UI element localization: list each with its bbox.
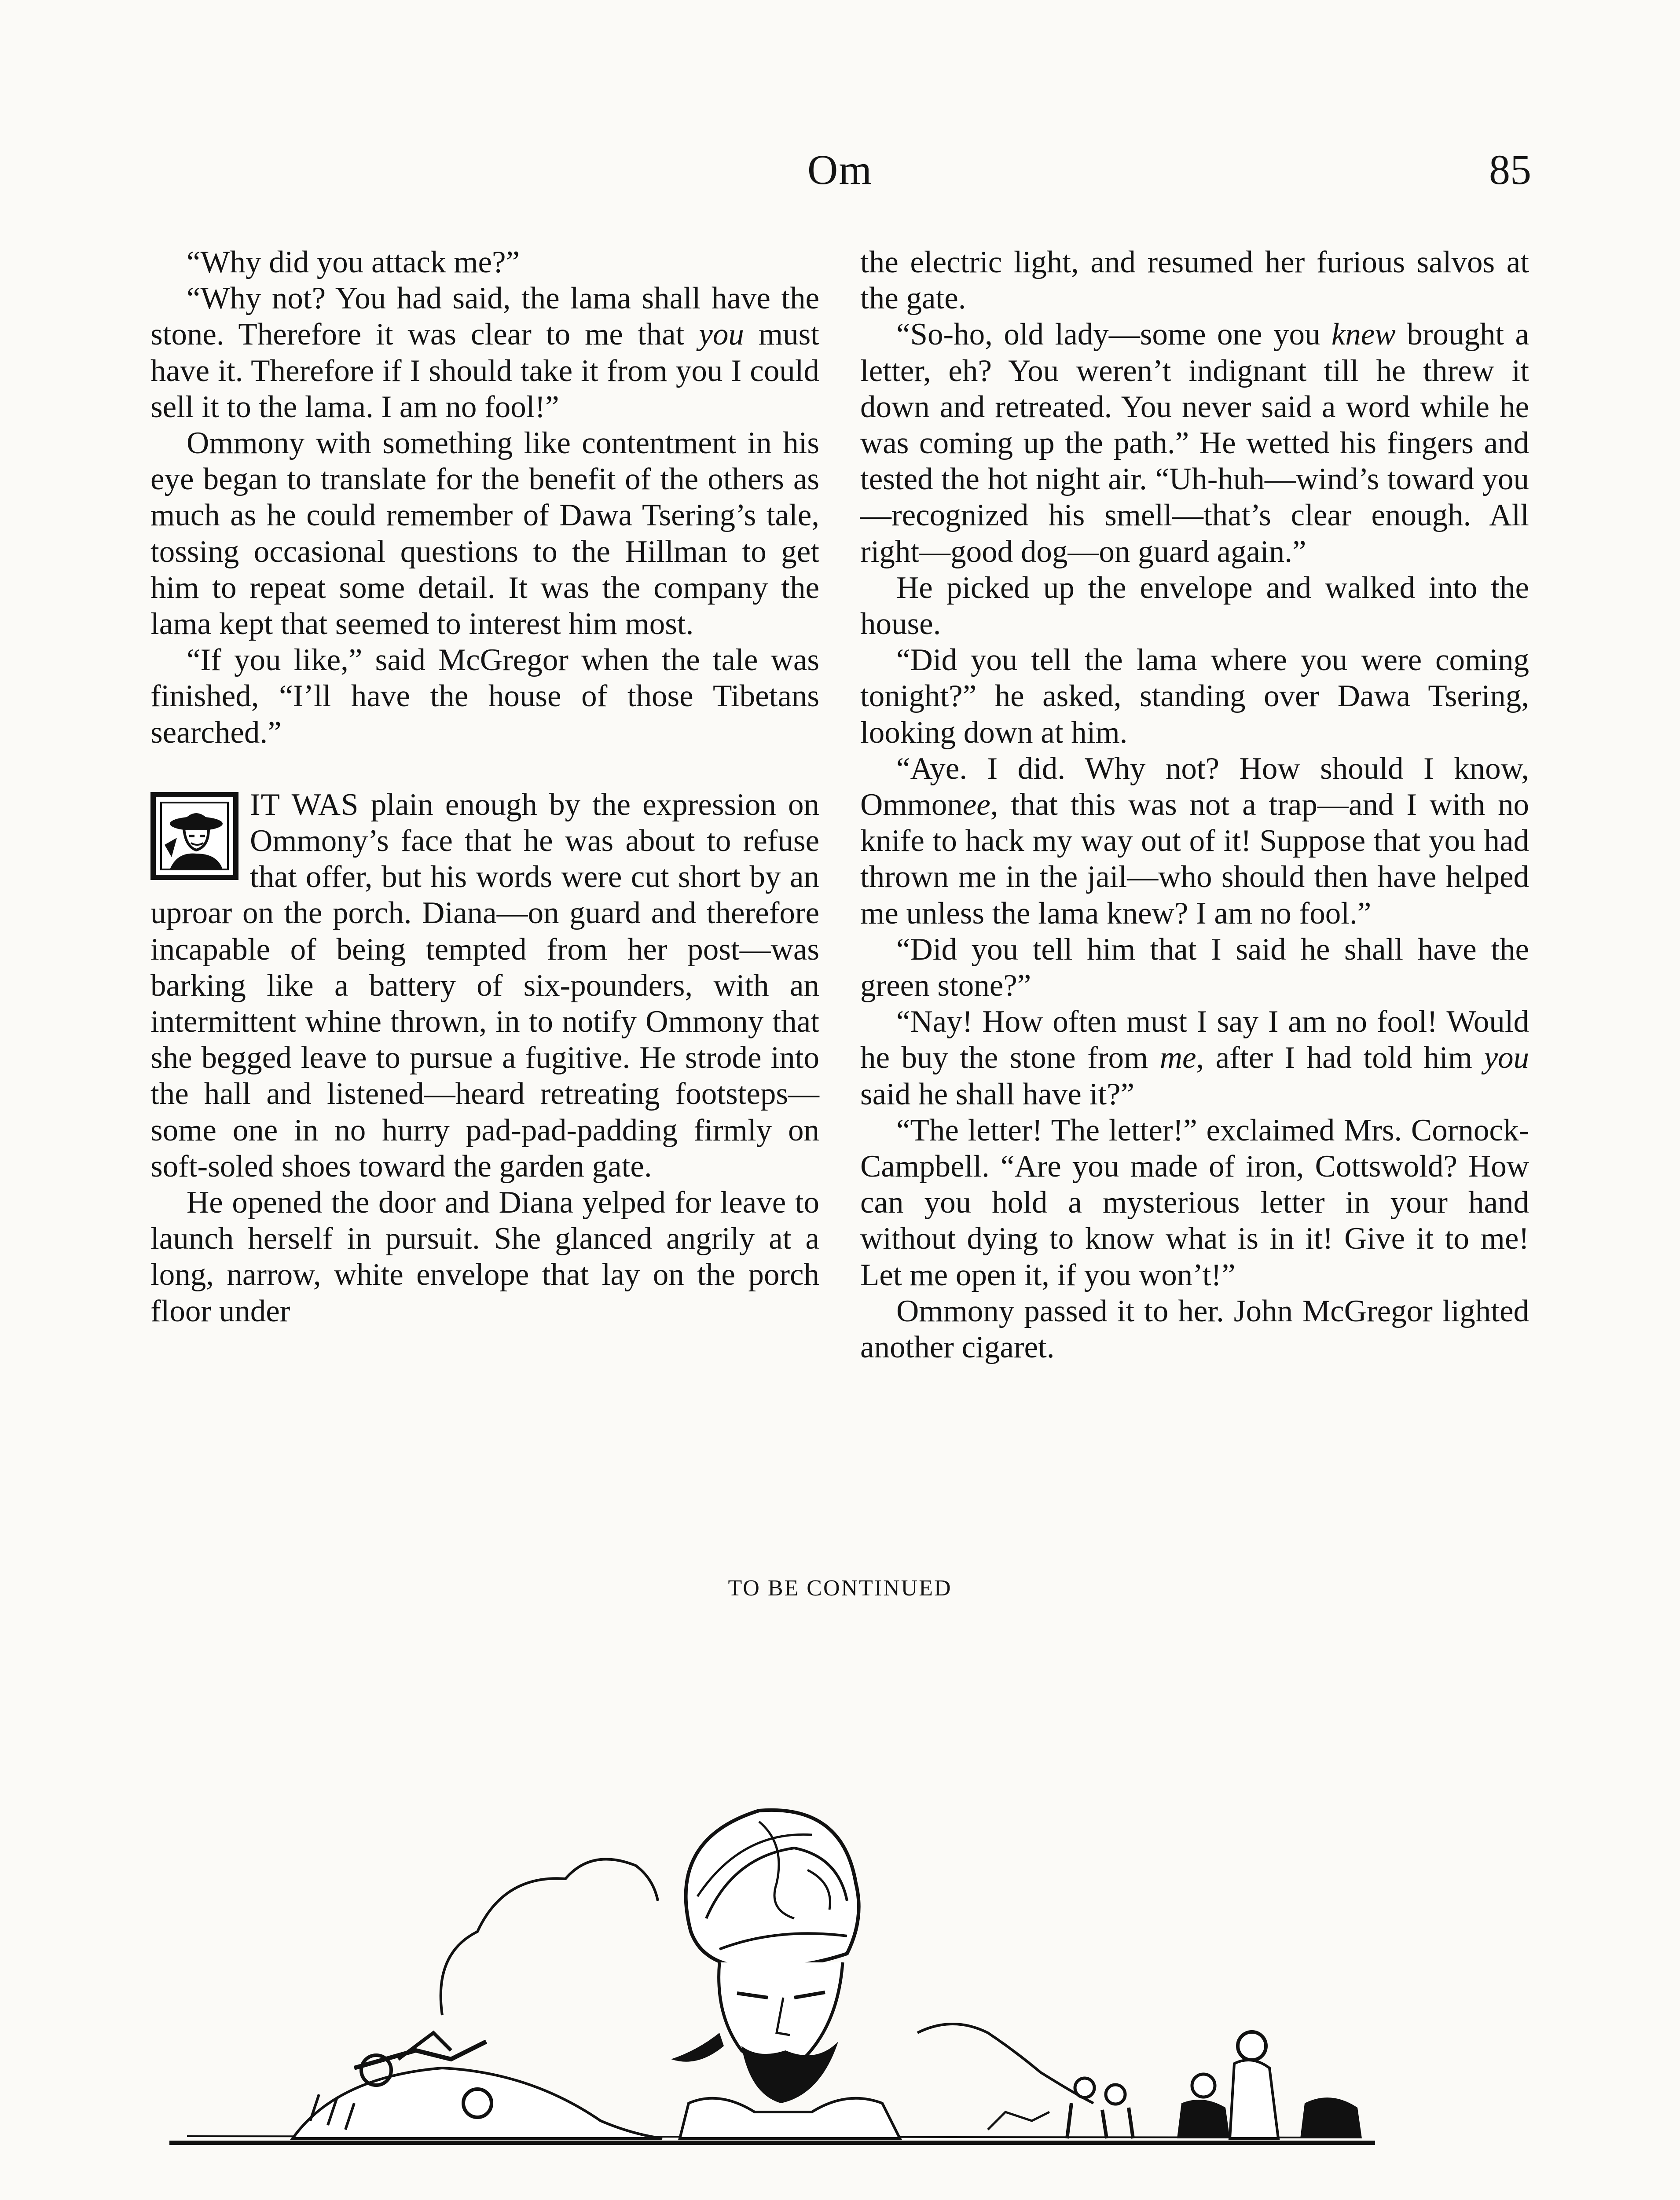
explorer-portrait-icon bbox=[150, 792, 238, 880]
paragraph: “If you like,” said McGregor when the tale was finished, “I’ll have the house of those Tibetans searched.” bbox=[150, 643, 819, 750]
paragraph: Ommony with something like contentment in his eye began to translate for the benefit of the others as much as he could remember of Dawa Tsering’s tale, tossing occasional questions to the Hillman to get him to repeat some detail. It was the company the lama kept that seemed to interest him most. bbox=[150, 426, 819, 642]
paragraph: “Did you tell the lama where you were coming tonight?” he asked, standing over Dawa Tsering, looking down at him. bbox=[860, 643, 1529, 750]
page-title: Om bbox=[807, 146, 873, 193]
paragraph: Ommony passed it to her. John McGregor lighted another cigaret. bbox=[860, 1294, 1529, 1365]
paragraph: the electric light, and resumed her furious salvos at the gate. bbox=[860, 245, 1529, 316]
section-break bbox=[150, 751, 819, 787]
paragraph: “The letter! The letter!” exclaimed Mrs. Cornock-Campbell. “Are you made of iron, Cottswold? How can you hold a mysterious letter in your hand without dying to know what is in it! Give it to me! Let me open it, if you won’t!” bbox=[860, 1113, 1529, 1292]
paragraph: IT WAS plain enough by the expression on Ommony’s face that he was about to refuse that offer, but his words were cut short by an uproar on the porch. Diana—on guard and therefore incapable of being tempted from her post—was barking like a battery of six-pounders, with an intermittent whine thrown, in to notify Ommony that she begged leave to pursue a fugitive. He strode into the hall and listened—heard retreating footsteps—some one in no hurry pad-pad-padding firmly on soft-soled shoes toward the garden gate. bbox=[150, 787, 820, 1184]
paragraph: “Nay! How often must I say I am no fool! Would he buy the stone from me, after I had told him you said he shall have it?” bbox=[860, 1005, 1529, 1111]
turbaned-man-landscape-illustration bbox=[169, 1786, 1375, 2182]
paragraph: “Why did you attack me?” bbox=[187, 245, 520, 279]
paragraph: “Did you tell him that I said he shall have the green stone?” bbox=[860, 932, 1529, 1003]
paragraph: He opened the door and Diana yelped for leave to launch herself in pursuit. She glanced angrily at a long, narrow, white envelope that lay on the porch floor under bbox=[150, 1185, 819, 1328]
paragraph: “So-ho, old lady—some one you knew brought a letter, eh? You weren’t indignant till he threw it down and retreated. You never said a word while he was coming up the path.” He wetted his fingers and tested the hot night air. “Uh-huh—wind’s toward you—recognized his smell—that’s clear enough. All right—good dog—on guard again.” bbox=[860, 317, 1529, 569]
right-column bbox=[860, 244, 1529, 1365]
paragraph: He picked up the envelope and walked into the house. bbox=[860, 570, 1529, 642]
paragraph: “Why not? You had said, the lama shall have the stone. Therefore it was clear to me that you must have it. Therefore if I should take it from you I could sell it to the lama. I am no fool!” bbox=[150, 281, 819, 424]
left-column bbox=[150, 244, 819, 1329]
paragraph: “Aye. I did. Why not? How should I know, Ommonee, that this was not a trap—and I with no knife to hack my way out of it! Suppose that you had thrown me in the jail—who should then have helped me unless the lama knew? I am no fool.” bbox=[860, 751, 1529, 931]
to-be-continued-label: TO BE CONTINUED bbox=[728, 1576, 952, 1601]
page-number: 85 bbox=[1489, 146, 1531, 193]
